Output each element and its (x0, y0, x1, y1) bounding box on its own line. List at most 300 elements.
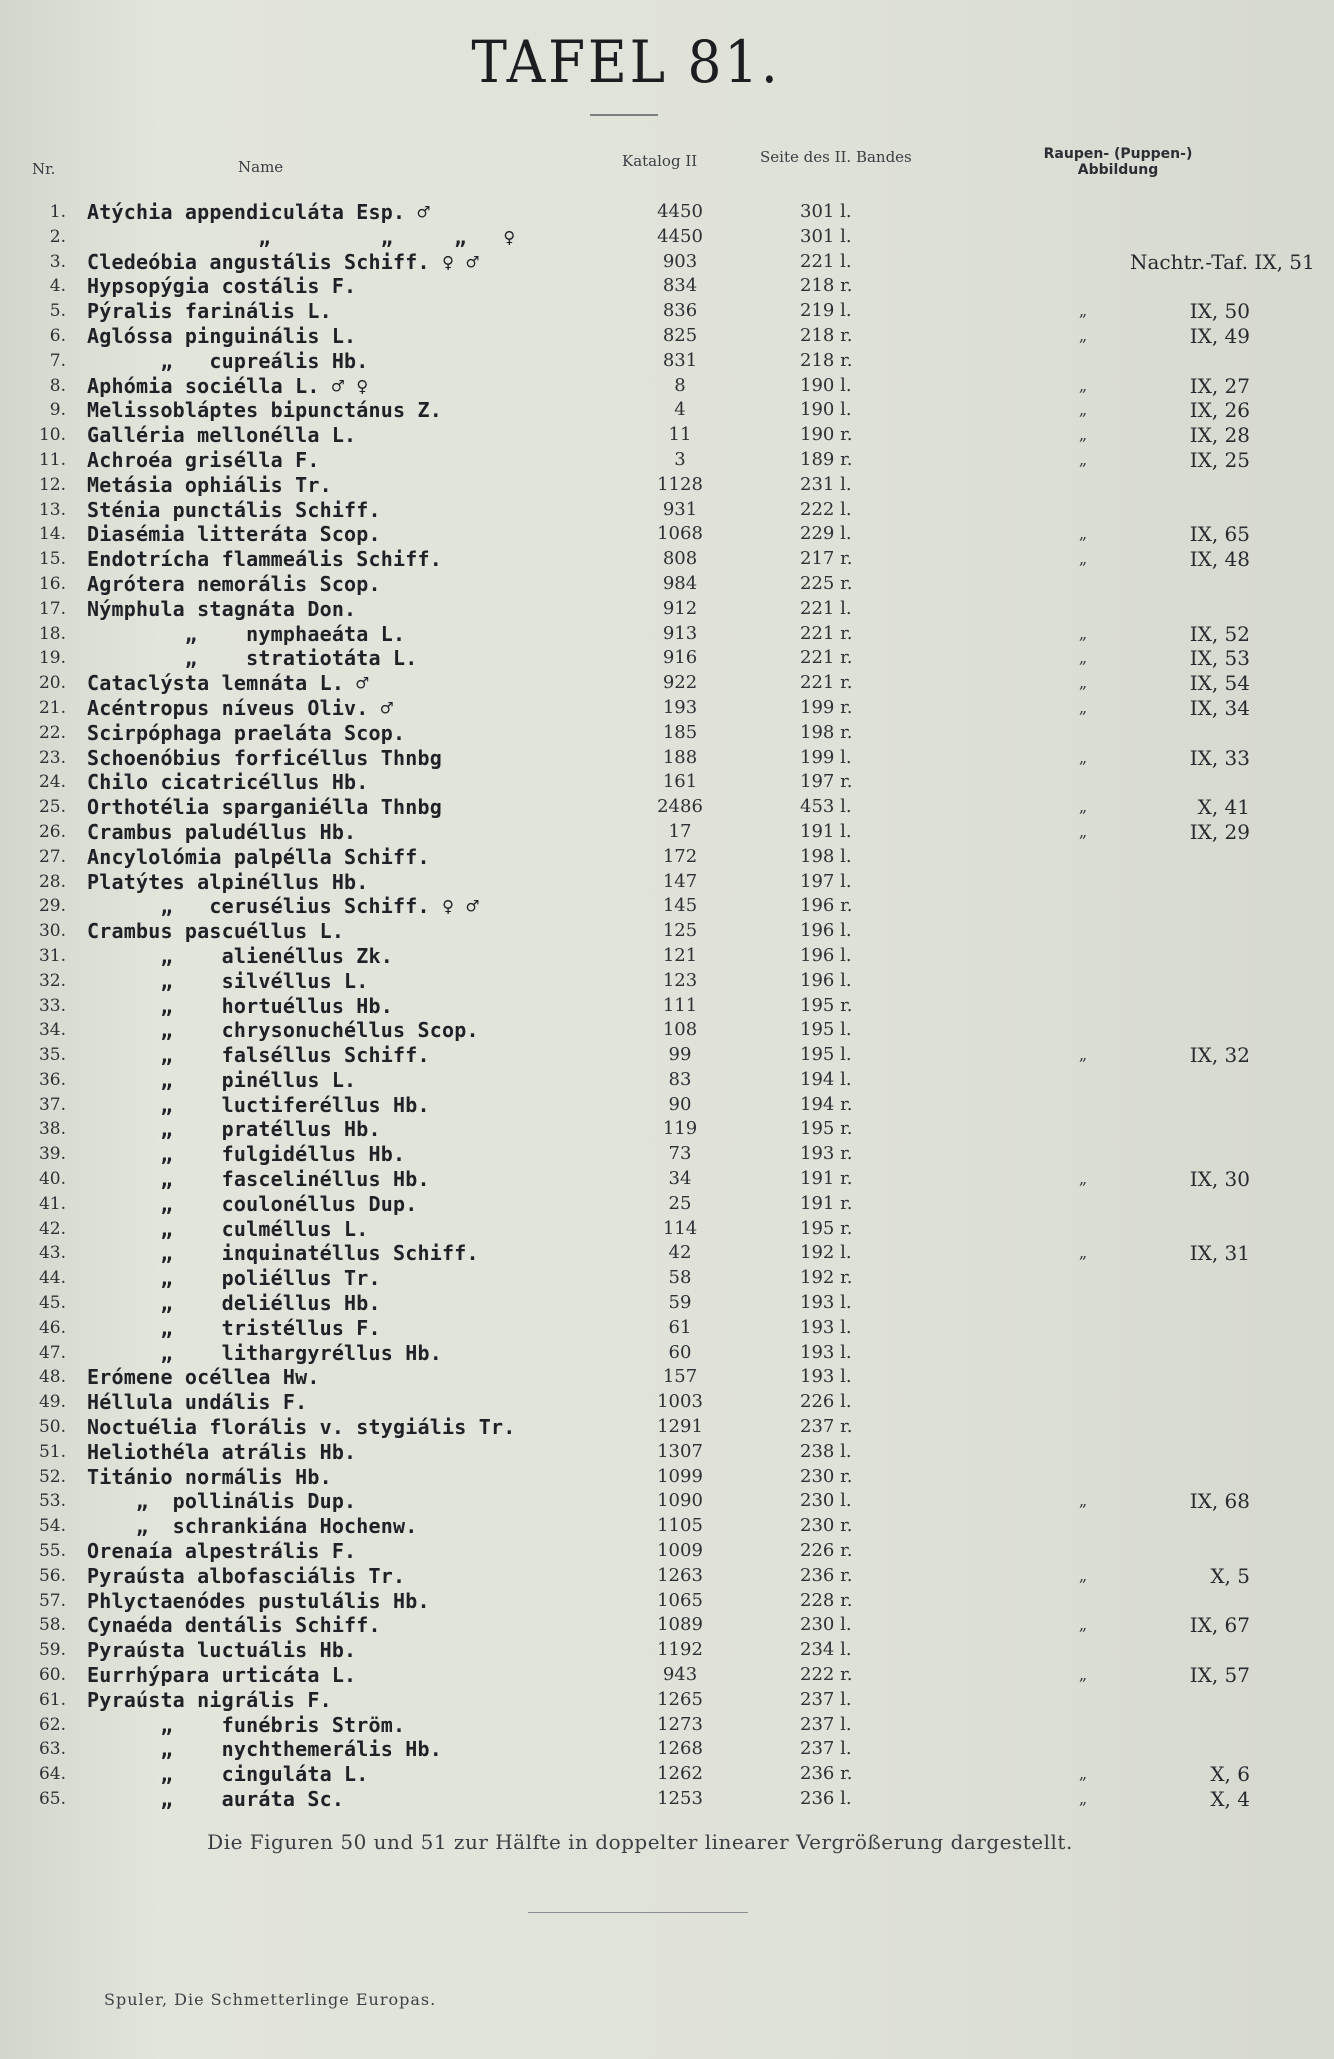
table-row (0, 1737, 1334, 1762)
ditto-mark: „ (1078, 549, 1088, 569)
row-number: 28. (38, 871, 66, 892)
species-name: „ cinguláta L. (87, 1762, 369, 1787)
column-header-abbildung-line1: Raupen- (Puppen-) (1043, 146, 1193, 162)
katalog-number: 4450 (657, 225, 703, 247)
katalog-number: 1262 (657, 1763, 703, 1785)
row-number: 55. (38, 1541, 66, 1562)
species-name: Metásia ophiális Tr. (87, 472, 332, 497)
ditto-mark: „ (1078, 375, 1088, 395)
species-name: Platýtes alpinéllus Hb. (87, 869, 369, 894)
figure-reference: IX, 26 (1189, 398, 1250, 423)
species-name: Galléria mellonélla L. (87, 423, 357, 448)
page-reference: 221 l. (800, 250, 852, 272)
row-number: 57. (38, 1590, 66, 1611)
row-number: 8. (49, 375, 66, 396)
katalog-number: 193 (662, 696, 698, 718)
katalog-number: 1263 (657, 1564, 703, 1586)
figure-reference: IX, 53 (1189, 646, 1250, 671)
page-reference: 229 l. (800, 523, 852, 545)
table-row (0, 274, 1334, 299)
page-reference: 237 l. (800, 1713, 852, 1735)
row-number: 37. (38, 1094, 66, 1115)
species-name: Sténia punctális Schiff. (87, 497, 381, 522)
row-number: 64. (38, 1764, 66, 1785)
row-number: 6. (49, 325, 66, 346)
ditto-mark: „ (1078, 747, 1088, 767)
species-name: Aglóssa pinguinális L. (87, 323, 357, 348)
page-reference: 193 r. (800, 1143, 853, 1165)
figure-reference: IX, 67 (1189, 1613, 1250, 1638)
table-row (0, 845, 1334, 870)
species-name: Hypsopýgia costális F. (87, 274, 357, 299)
katalog-number: 1105 (657, 1515, 703, 1537)
row-number: 33. (38, 995, 66, 1016)
species-name: „ luctiferéllus Hb. (87, 1092, 430, 1117)
table-row (0, 498, 1334, 523)
table-row (0, 622, 1334, 647)
row-number: 9. (49, 400, 66, 421)
table-row (0, 1514, 1334, 1539)
species-name: Pyraústa albofasciális Tr. (87, 1563, 406, 1588)
ditto-mark: „ (1078, 325, 1088, 345)
page-reference: 195 l. (800, 1019, 852, 1041)
species-name: „ cupreális Hb. (87, 348, 369, 373)
page-reference: 195 r. (800, 1118, 853, 1140)
row-number: 29. (38, 896, 66, 917)
page-reference: 226 r. (800, 1540, 853, 1562)
ditto-mark: „ (1078, 1169, 1088, 1189)
katalog-number: 3 (674, 448, 686, 470)
page-title: TAFEL 81. (471, 28, 781, 96)
row-number: 16. (38, 573, 66, 594)
table-row (0, 721, 1334, 746)
species-name: Diasémia litteráta Scop. (87, 522, 381, 547)
species-name: Héllula undális F. (87, 1390, 308, 1415)
row-number: 22. (38, 722, 66, 743)
ditto-mark: „ (1078, 673, 1088, 693)
species-name: Aphómia sociélla L. ♂ ♀ (87, 373, 369, 398)
table-row (0, 374, 1334, 399)
katalog-number: 834 (662, 275, 698, 297)
page-reference: 236 l. (800, 1788, 852, 1809)
ditto-mark: „ (1078, 1045, 1088, 1065)
species-name: Chilo cicatricéllus Hb. (87, 770, 369, 795)
table-row (0, 225, 1334, 250)
species-name: „ pinéllus L. (87, 1067, 357, 1092)
katalog-number: 42 (668, 1242, 692, 1264)
species-name: Erómene océllea Hw. (87, 1365, 320, 1390)
table-row (0, 547, 1334, 572)
katalog-number: 1307 (657, 1440, 703, 1462)
table-row (0, 671, 1334, 696)
figure-reference: IX, 27 (1189, 373, 1250, 398)
page-reference: 230 r. (800, 1515, 853, 1537)
katalog-number: 59 (668, 1292, 692, 1314)
katalog-number: 145 (662, 895, 698, 917)
table-row (0, 1564, 1334, 1589)
katalog-number: 1090 (657, 1490, 703, 1512)
page-reference: 230 r. (800, 1465, 853, 1487)
page-reference: 230 l. (800, 1490, 852, 1512)
row-number: 58. (38, 1615, 66, 1636)
katalog-number: 60 (668, 1341, 692, 1363)
page-reference: 196 l. (800, 920, 852, 942)
row-number: 62. (38, 1714, 66, 1735)
page-reference: 198 r. (800, 721, 853, 743)
katalog-number: 25 (668, 1192, 692, 1214)
katalog-number: 808 (662, 548, 698, 570)
row-number: 26. (38, 821, 66, 842)
ditto-mark: „ (1078, 797, 1088, 817)
species-name: Noctuélia florális v. stygiális Tr. (87, 1415, 516, 1440)
species-name: Cynaéda dentális Schiff. (87, 1613, 381, 1638)
table-row (0, 1713, 1334, 1738)
page-reference: 195 r. (800, 994, 853, 1016)
page-reference: 236 r. (800, 1763, 853, 1785)
katalog-number: 161 (662, 771, 698, 793)
figure-reference: IX, 52 (1189, 621, 1250, 646)
ditto-mark: „ (1078, 400, 1088, 420)
table-row (0, 423, 1334, 448)
species-name: „ chrysonuchéllus Scop. (87, 1018, 479, 1043)
katalog-number: 1009 (657, 1540, 703, 1562)
species-name: „ hortuéllus Hb. (87, 993, 394, 1018)
katalog-number: 188 (662, 746, 698, 768)
table-row (0, 1142, 1334, 1167)
row-number: 52. (38, 1466, 66, 1487)
ditto-mark: „ (1078, 1789, 1088, 1808)
figure-note: Die Figuren 50 und 51 zur Hälfte in doppelter linearer Vergrößerung dargestellt. (207, 1830, 1073, 1854)
table-row (0, 1365, 1334, 1390)
katalog-number: 984 (662, 572, 698, 594)
row-number: 27. (38, 846, 66, 867)
katalog-number: 1089 (657, 1614, 703, 1636)
ditto-mark: „ (1078, 1665, 1088, 1685)
species-table (0, 200, 1334, 1812)
species-name: Atýchia appendiculáta Esp. ♂ (87, 200, 430, 224)
table-row (0, 746, 1334, 771)
row-number: 41. (38, 1193, 66, 1214)
species-name: „ inquinatéllus Schiff. (87, 1241, 479, 1266)
page-reference: 238 l. (800, 1440, 852, 1462)
row-number: 12. (38, 474, 66, 495)
table-row (0, 1241, 1334, 1266)
species-name: Crambus paludéllus Hb. (87, 819, 357, 844)
table-row (0, 944, 1334, 969)
katalog-number: 912 (662, 597, 698, 619)
page-reference: 195 l. (800, 1044, 852, 1066)
page-reference: 218 r. (800, 275, 853, 297)
row-number: 13. (38, 499, 66, 520)
row-number: 20. (38, 673, 66, 694)
page-reference: 221 r. (800, 622, 853, 644)
page-reference: 190 r. (800, 424, 853, 446)
page-reference: 196 l. (800, 969, 852, 991)
species-name: „ tristéllus F. (87, 1315, 381, 1340)
page-reference: 230 l. (800, 1614, 852, 1636)
page-reference: 217 r. (800, 548, 853, 570)
figure-reference: IX, 30 (1189, 1167, 1250, 1192)
page-reference: 193 l. (800, 1292, 852, 1314)
table-row (0, 894, 1334, 919)
page-reference: 218 r. (800, 349, 853, 371)
ditto-mark: „ (1078, 623, 1088, 643)
species-name: „ auráta Sc. (87, 1787, 345, 1811)
figure-reference: IX, 34 (1189, 695, 1250, 720)
katalog-number: 916 (662, 647, 698, 669)
katalog-number: 73 (668, 1143, 692, 1165)
katalog-number: 8 (674, 374, 686, 396)
species-name: „ lithargyréllus Hb. (87, 1340, 442, 1365)
page-reference: 191 l. (800, 820, 852, 842)
table-row (0, 572, 1334, 597)
page-reference: 193 l. (800, 1366, 852, 1388)
table-row (0, 795, 1334, 820)
row-number: 15. (38, 549, 66, 570)
katalog-number: 90 (668, 1093, 692, 1115)
species-name: „ „ „ ♀ (87, 224, 516, 249)
table-row (0, 1390, 1334, 1415)
table-row (0, 448, 1334, 473)
katalog-number: 61 (668, 1316, 692, 1338)
katalog-number: 108 (662, 1019, 698, 1041)
katalog-number: 4 (674, 399, 686, 421)
row-number: 53. (38, 1491, 66, 1512)
table-row (0, 919, 1334, 944)
column-header-seite: Seite des II. Bandes (760, 148, 912, 166)
page-reference: 196 r. (800, 895, 853, 917)
species-name: Pyraústa nigrális F. (87, 1687, 332, 1712)
column-header-katalog: Katalog II (622, 152, 698, 170)
page-reference: 191 r. (800, 1192, 853, 1214)
table-row (0, 1266, 1334, 1291)
katalog-number: 99 (668, 1044, 692, 1066)
species-name: „ silvéllus L. (87, 968, 369, 993)
ditto-mark: „ (1078, 524, 1088, 544)
species-name: „ nychthemerális Hb. (87, 1737, 442, 1762)
bottom-divider (528, 1912, 748, 1913)
page-reference: 190 l. (800, 374, 852, 396)
table-row (0, 473, 1334, 498)
katalog-number: 1003 (657, 1391, 703, 1413)
katalog-number: 1273 (657, 1713, 703, 1735)
table-row (0, 1489, 1334, 1514)
table-row (0, 1589, 1334, 1614)
table-row (0, 969, 1334, 994)
species-name: Cledeóbia angustális Schiff. ♀ ♂ (87, 249, 479, 274)
figure-reference: IX, 29 (1189, 819, 1250, 844)
species-name: „ cerusélius Schiff. ♀ ♂ (87, 894, 479, 919)
table-row (0, 349, 1334, 374)
species-name: Achroéa grisélla F. (87, 447, 320, 472)
page-footer: Spuler, Die Schmetterlinge Europas. (104, 1990, 437, 2009)
species-name: „ pratéllus Hb. (87, 1117, 381, 1142)
row-number: 34. (38, 1020, 66, 1041)
row-number: 19. (38, 648, 66, 669)
figure-reference: IX, 68 (1189, 1489, 1250, 1514)
katalog-number: 157 (662, 1366, 698, 1388)
species-name: „ schrankiána Hochenw. (87, 1514, 418, 1539)
title-divider (590, 114, 658, 116)
row-number: 63. (38, 1739, 66, 1760)
species-name: Scirpóphaga praeláta Scop. (87, 720, 406, 745)
ditto-mark: „ (1078, 449, 1088, 469)
row-number: 14. (38, 524, 66, 545)
table-row (0, 398, 1334, 423)
row-number: 38. (38, 1119, 66, 1140)
row-number: 25. (38, 797, 66, 818)
katalog-number: 4450 (657, 201, 703, 222)
ditto-mark: „ (1078, 301, 1088, 321)
katalog-number: 111 (662, 994, 698, 1016)
row-number: 31. (38, 945, 66, 966)
page-reference: 194 r. (800, 1093, 853, 1115)
row-number: 48. (38, 1367, 66, 1388)
page-reference: 221 l. (800, 597, 852, 619)
row-number: 7. (49, 350, 66, 371)
row-number: 18. (38, 623, 66, 644)
katalog-number: 1291 (657, 1416, 703, 1438)
table-row (0, 1018, 1334, 1043)
table-row (0, 1440, 1334, 1465)
figure-reference: IX, 57 (1189, 1663, 1250, 1688)
column-header-abbildung (1008, 146, 1228, 178)
page-reference: 199 r. (800, 696, 853, 718)
row-number: 45. (38, 1293, 66, 1314)
species-name: Heliothéla atrális Hb. (87, 1439, 357, 1464)
row-number: 1. (49, 202, 66, 222)
species-name: „ coulonéllus Dup. (87, 1191, 418, 1216)
species-name: Pýralis farinális L. (87, 299, 332, 324)
katalog-number: 119 (662, 1118, 698, 1140)
row-number: 59. (38, 1640, 66, 1661)
katalog-number: 83 (668, 1068, 692, 1090)
katalog-number: 185 (662, 721, 698, 743)
ditto-mark: „ (1078, 1764, 1088, 1784)
figure-reference: IX, 65 (1189, 522, 1250, 547)
page-reference: 199 l. (800, 746, 852, 768)
katalog-number: 1268 (657, 1738, 703, 1760)
katalog-number: 2486 (657, 796, 703, 818)
page-reference: 237 l. (800, 1688, 852, 1710)
katalog-number: 34 (668, 1168, 692, 1190)
katalog-number: 123 (662, 969, 698, 991)
row-number: 60. (38, 1665, 66, 1686)
katalog-number: 1192 (657, 1639, 703, 1661)
page-reference: 234 l. (800, 1639, 852, 1661)
table-row (0, 1192, 1334, 1217)
figure-reference: X, 6 (1210, 1762, 1250, 1787)
page-reference: 192 l. (800, 1242, 852, 1264)
katalog-number: 1128 (657, 473, 703, 495)
figure-reference: X, 5 (1210, 1563, 1250, 1588)
row-number: 42. (38, 1218, 66, 1239)
page-reference: 191 r. (800, 1168, 853, 1190)
table-row (0, 1291, 1334, 1316)
table-row (0, 1663, 1334, 1688)
row-number: 46. (38, 1317, 66, 1338)
page-reference: 226 l. (800, 1391, 852, 1413)
row-number: 47. (38, 1342, 66, 1363)
row-number: 54. (38, 1516, 66, 1537)
katalog-number: 903 (662, 250, 698, 272)
table-row (0, 994, 1334, 1019)
katalog-number: 1265 (657, 1688, 703, 1710)
table-row (0, 820, 1334, 845)
row-number: 35. (38, 1045, 66, 1066)
species-name: Phlyctaenódes pustulális Hb. (87, 1588, 430, 1613)
table-row (0, 1539, 1334, 1564)
species-name: Acéntropus níveus Oliv. ♂ (87, 695, 394, 720)
page-reference: 197 l. (800, 870, 852, 892)
page-reference: 192 r. (800, 1267, 853, 1289)
species-name: Schoenóbius forficéllus Thnbg (87, 745, 442, 770)
species-name: Crambus pascuéllus L. (87, 919, 345, 944)
katalog-number: 17 (668, 820, 692, 842)
row-number: 10. (38, 425, 66, 446)
table-row (0, 1688, 1334, 1713)
row-number: 4. (49, 276, 66, 297)
species-name: Melissobláptes bipunctánus Z. (87, 398, 442, 423)
species-name: „ nymphaeáta L. (87, 621, 406, 646)
row-number: 36. (38, 1069, 66, 1090)
katalog-number: 831 (662, 349, 698, 371)
species-name: „ pollinális Dup. (87, 1489, 357, 1514)
page-reference: 193 l. (800, 1341, 852, 1363)
katalog-number: 943 (662, 1664, 698, 1686)
species-name: Endotrícha flammeális Schiff. (87, 547, 442, 572)
page-reference: 222 l. (800, 498, 852, 520)
katalog-number: 836 (662, 300, 698, 322)
katalog-number: 121 (662, 944, 698, 966)
page-reference: 221 r. (800, 672, 853, 694)
page-reference: 195 r. (800, 1217, 853, 1239)
column-header-nr: Nr. (32, 160, 56, 178)
species-name: „ stratiotáta L. (87, 646, 418, 671)
figure-reference: X, 4 (1210, 1787, 1250, 1811)
species-name: „ culméllus L. (87, 1216, 369, 1241)
figure-reference: Nachtr.-Taf. IX, 51 (1130, 249, 1315, 274)
species-name: „ fascelinéllus Hb. (87, 1167, 430, 1192)
species-name: Ancylolómia palpélla Schiff. (87, 844, 430, 869)
row-number: 39. (38, 1144, 66, 1165)
figure-reference: IX, 33 (1189, 745, 1250, 770)
table-row (0, 870, 1334, 895)
species-name: Agrótera nemorális Scop. (87, 571, 381, 596)
table-row (0, 1316, 1334, 1341)
katalog-number: 1099 (657, 1465, 703, 1487)
table-row (0, 770, 1334, 795)
katalog-number: 931 (662, 498, 698, 520)
row-number: 17. (38, 598, 66, 619)
page-reference: 221 r. (800, 647, 853, 669)
row-number: 56. (38, 1565, 66, 1586)
page-reference: 236 r. (800, 1564, 853, 1586)
species-name: „ falséllus Schiff. (87, 1043, 430, 1068)
katalog-number: 1068 (657, 523, 703, 545)
table-row (0, 299, 1334, 324)
table-row (0, 597, 1334, 622)
species-name: Orenaía alpestrális F. (87, 1539, 357, 1564)
table-row (0, 1415, 1334, 1440)
katalog-number: 58 (668, 1267, 692, 1289)
page-reference: 194 l. (800, 1068, 852, 1090)
figure-reference: IX, 31 (1189, 1241, 1250, 1266)
table-row (0, 1341, 1334, 1366)
row-number: 2. (49, 226, 66, 247)
page-reference: 301 l. (800, 225, 852, 247)
table-row (0, 1613, 1334, 1638)
